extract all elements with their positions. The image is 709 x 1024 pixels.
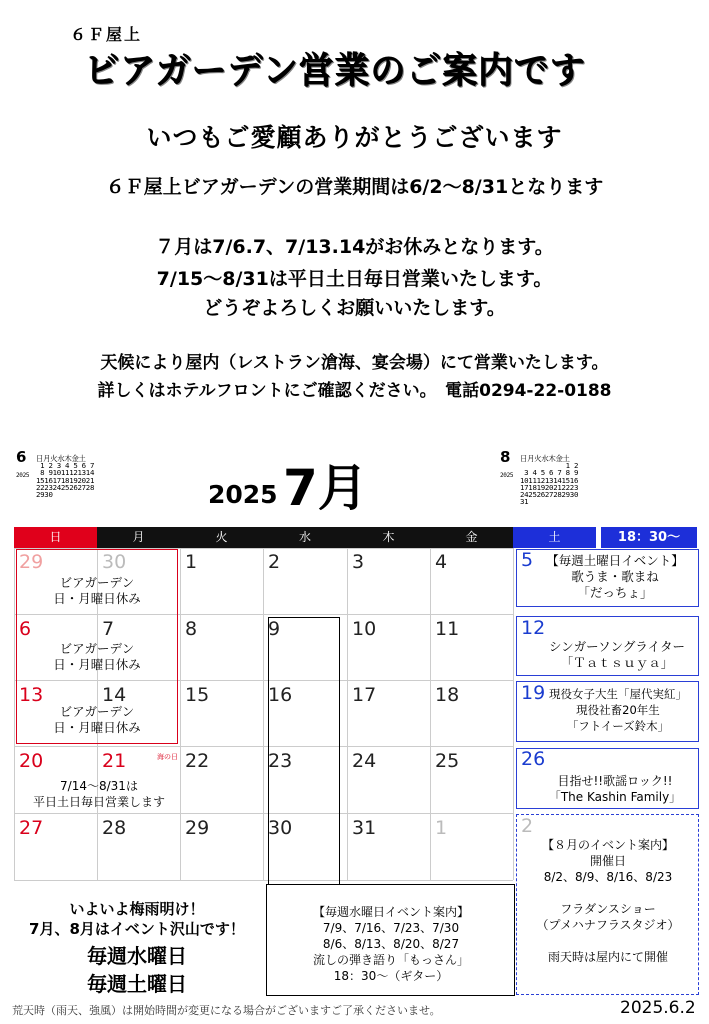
day-cell: 29	[19, 551, 44, 573]
mini-june-year: 2025	[16, 472, 30, 479]
day-cell: 4	[435, 551, 448, 573]
greeting: いつもご愛顧ありがとうございます	[146, 123, 563, 152]
day-cell: 5	[521, 549, 534, 571]
calendar-month: 7月	[283, 459, 368, 517]
day-cell: 13	[19, 684, 44, 706]
mini-calendar-june	[16, 448, 116, 514]
day-cell: 1	[435, 817, 448, 839]
day-cell: 24	[352, 750, 377, 772]
mini-august-year: 2025	[500, 472, 514, 479]
day-cell: 25	[435, 750, 460, 772]
regards-text: どうぞよろしくお願いいたします。	[203, 297, 506, 319]
day-cell: 9	[268, 618, 281, 640]
weekday-mon: 月	[97, 527, 180, 548]
day-cell: 29	[185, 817, 210, 839]
weekday-thu: 木	[347, 527, 430, 548]
day-cell: 14	[102, 684, 127, 706]
day-cell: 17	[352, 684, 377, 706]
day-cell: 27	[19, 817, 44, 839]
day-cell: 21	[102, 750, 127, 772]
day-cell: 20	[19, 750, 44, 772]
saturday-event-19: 現役女子大生「屋代実紅」 現役社畜20年生 「フトイーズ鈴木」	[549, 687, 687, 733]
day-cell: 15	[185, 684, 210, 706]
day-cell: 22	[185, 750, 210, 772]
weekday-fri: 金	[430, 527, 513, 548]
promo-line-1: いよいよ梅雨明け！	[69, 900, 205, 918]
contact-text: 詳しくはホテルフロントにご確認ください。 電話0294-22-0188	[97, 381, 612, 401]
closed-note: ビアガーデン 日・月曜日休み	[53, 704, 141, 735]
saturday-event-12: シンガーソングライター 「Ｔａｔｓｕｙａ」	[548, 639, 686, 670]
day-cell: 16	[268, 684, 293, 706]
day-cell: 2	[521, 815, 534, 837]
issue-date: 2025.6.2	[620, 998, 696, 1018]
day-cell: 28	[102, 817, 127, 839]
promo-line-2: 7月、8月はイベント沢山です！	[29, 920, 245, 938]
page-title: ビアガーデン営業のご案内です	[84, 50, 586, 91]
mini-june-days: 日月火水木金土 1 2 3 4 5 6 7 8 91011121314 15161718192021 22232425262728 2930	[36, 454, 95, 500]
period-text: ６Ｆ屋上ビアガーデンの営業期間は6/2～8/31となります	[105, 176, 604, 198]
day-cell: 12	[521, 617, 546, 639]
holiday-label: 海の日	[157, 753, 178, 761]
weekday-wed: 水	[263, 527, 347, 548]
sub-title: ６Ｆ屋上	[70, 25, 143, 44]
closed-note: ビアガーデン 日・月曜日休み	[53, 575, 141, 606]
day-cell: 7	[102, 618, 115, 640]
holiday-text: ７月は7/6.7、7/13.14がお休みとなります。	[155, 236, 554, 258]
day-cell: 30	[102, 551, 127, 573]
day-cell: 31	[352, 817, 377, 839]
weekday-sat: 土	[513, 527, 596, 548]
closed-note: ビアガーデン 日・月曜日休み	[53, 641, 141, 672]
weather-text: 天候により屋内（レストラン滄海、宴会場）にて営業いたします。	[100, 353, 609, 373]
day-cell: 23	[268, 750, 293, 772]
weekday-tue: 火	[180, 527, 263, 548]
august-event-note: 【８月のイベント案内】 開催日 8/2、8/9、8/16、8/23 フラダンスショー （プメハナフラスタジオ） 雨天時は屋内にて開催	[536, 838, 680, 964]
open-note: 7/14～8/31は 平日土日毎日営業します	[32, 779, 165, 809]
saturday-event-26: 目指せ!!歌謡ロック!! 「The Kashin Family」	[548, 774, 682, 804]
time-badge: 18：30～	[601, 527, 697, 548]
calendar-year: 2025	[208, 480, 278, 509]
weekday-sun: 日	[14, 527, 97, 548]
day-cell: 11	[435, 618, 460, 640]
day-cell: 8	[185, 618, 198, 640]
mini-august-month: 8	[500, 448, 511, 466]
day-cell: 3	[352, 551, 365, 573]
mini-august-days: 日月火水木金土 1 2 3 4 5 6 7 8 9 10111213141516 17181920212223 24252627282930 31	[520, 454, 579, 507]
promo-line-3: 毎週水曜日	[87, 944, 187, 968]
wednesday-event-note: 【毎週水曜日イベント案内】 7/9、7/16、7/23、7/30 8/6、8/13、8/20、8/27 流しの弾き語り「もっさん」 18：30～（ギター）	[312, 905, 469, 983]
day-cell: 18	[435, 684, 460, 706]
day-cell: 30	[268, 817, 293, 839]
mini-june-month: 6	[16, 448, 27, 466]
day-cell: 10	[352, 618, 377, 640]
saturday-event-5: 【毎週土曜日イベント】 歌うま・歌まね 「だっちょ」	[546, 553, 684, 600]
mini-calendar-august	[500, 448, 600, 514]
footer-note: 荒天時（雨天、強風）は開始時間が変更になる場合がございますご了承くださいませ。	[12, 1004, 441, 1017]
day-cell: 6	[19, 618, 32, 640]
day-cell: 26	[521, 748, 546, 770]
promo-line-4: 毎週土曜日	[87, 972, 187, 996]
day-cell: 2	[268, 551, 281, 573]
everyday-text: 7/15～8/31は平日土日毎日営業いたします。	[156, 268, 553, 290]
day-cell: 1	[185, 551, 198, 573]
day-cell: 19	[521, 682, 546, 704]
